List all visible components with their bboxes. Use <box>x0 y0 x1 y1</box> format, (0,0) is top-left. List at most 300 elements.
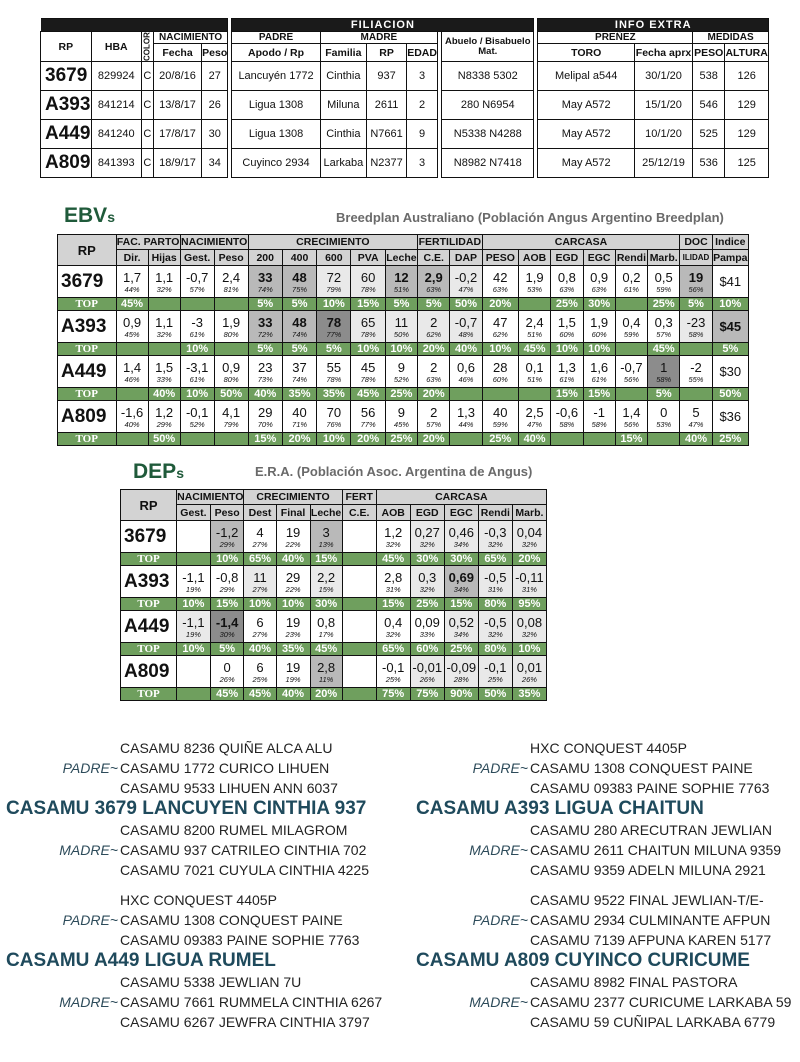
ebvs-accuracy: 63% <box>591 285 607 294</box>
deps-value-cell <box>342 611 376 643</box>
ebvs-accuracy: 58% <box>591 420 607 429</box>
deps-value: -0,09 <box>446 660 477 675</box>
deps-top-value: 20% <box>512 553 546 566</box>
deps-top-value <box>177 553 211 566</box>
ebvs-top-value <box>180 298 214 311</box>
col-edad: EDAD <box>407 44 438 62</box>
ebvs-value-cell <box>116 356 148 388</box>
ebvs-accuracy: 70% <box>257 420 273 429</box>
ebvs-accuracy: 63% <box>492 285 508 294</box>
ebvs-top-value: 40% <box>450 343 482 356</box>
ebvs-top-value <box>180 433 214 446</box>
ebvs-value: 45 <box>360 360 376 375</box>
padre-label: PADRE~ <box>472 760 528 776</box>
ebvs-value-cell <box>680 356 712 388</box>
ebvs-accuracy: 59% <box>492 420 508 429</box>
madre-line <box>416 992 791 1012</box>
sub-header-padre: PADRE <box>232 32 320 44</box>
ebvs-value: 11 <box>394 315 409 330</box>
madre: CASAMU 7661 RUMMELA CINTHIA 6267 <box>120 994 383 1010</box>
ebvs-accuracy: 47% <box>527 420 543 429</box>
deps-value: 19 <box>285 615 301 630</box>
madre-label: MADRE~ <box>469 842 528 858</box>
deps-value-cell <box>376 656 410 688</box>
ebvs-value: 2 <box>430 405 438 420</box>
ebvs-value-cell <box>551 311 583 343</box>
deps-top-value: 30% <box>410 553 444 566</box>
deps-accuracy: 31% <box>521 585 537 594</box>
ebvs-top-value: 10% <box>180 388 214 401</box>
deps-value-cell <box>244 566 276 598</box>
ebvs-value: 0 <box>660 405 668 420</box>
sire-sire: HXC CONQUEST 4405P <box>530 740 687 756</box>
ebv-group-indice: Indice <box>712 235 748 250</box>
deps-top-value: 45% <box>376 553 410 566</box>
deps-value: -0,3 <box>484 525 507 540</box>
ebvs-value-cell <box>418 401 450 433</box>
ebvs-col-header: Dir. <box>116 250 148 266</box>
deps-accuracy: 32% <box>487 540 503 549</box>
deps-top-value: 80% <box>478 598 512 611</box>
deps-accuracy: 32% <box>487 630 503 639</box>
madre-label: MADRE~ <box>59 994 118 1010</box>
ebvs-accuracy: 61% <box>189 375 205 384</box>
ebvs-accuracy: 57% <box>656 330 672 339</box>
deps-value-cell <box>310 656 342 688</box>
deps-accuracy: 32% <box>385 630 401 639</box>
ebvs-top-value: 45% <box>351 388 385 401</box>
filiacion-cell: 546 <box>693 91 725 120</box>
deps-top-value: 75% <box>410 688 444 701</box>
animal-name: CASAMU 3679 LANCUYEN CINTHIA 937 <box>6 798 367 819</box>
deps-top-value: 40% <box>276 553 310 566</box>
ebvs-top-value: 5% <box>385 298 417 311</box>
ebvs-value: -0,7 <box>454 315 478 330</box>
deps-value-cell <box>244 521 276 553</box>
deps-top-value: 10% <box>512 643 546 656</box>
deps-value-cell <box>512 566 546 598</box>
top-label: TOP <box>58 343 117 356</box>
ebvs-value: 70 <box>326 405 342 420</box>
col-peso-medida: PESO <box>693 44 725 62</box>
ebvs-accuracy: 60% <box>591 330 607 339</box>
ebvs-top-value: 5% <box>248 343 282 356</box>
deps-accuracy: 22% <box>285 540 301 549</box>
sire-dam: CASAMU 09383 PAINE SOPHIE 7763 <box>120 932 360 948</box>
ebvs-value: 0,8 <box>557 270 576 285</box>
deps-col-header: AOB <box>376 505 410 521</box>
ebvs-value-cell <box>551 401 583 433</box>
deps-value: -0,1 <box>381 660 405 675</box>
ebvs-col-header: Leche <box>386 251 417 264</box>
ebvs-value: 48 <box>292 315 307 330</box>
ebvs-value-cell <box>418 356 450 388</box>
ebvs-accuracy: 47% <box>458 285 474 294</box>
ebvs-top-value: 50% <box>148 433 180 446</box>
deps-accuracy: 34% <box>453 630 469 639</box>
ebvs-accuracy: 47% <box>688 420 704 429</box>
ebvs-accuracy: 74% <box>292 375 308 384</box>
ebvs-value-cell <box>648 311 680 343</box>
ebvs-value: 0,5 <box>654 270 673 285</box>
madre-label: MADRE~ <box>59 842 118 858</box>
filiacion-cell: Larkaba <box>320 149 366 178</box>
filiacion-cell: C <box>141 91 153 120</box>
deps-value-cell <box>410 656 444 688</box>
ebvs-value-cell <box>148 401 180 433</box>
deps-top-value: 15% <box>376 598 410 611</box>
deps-accuracy: 28% <box>453 675 469 684</box>
ebvs-value: 0,9 <box>123 315 142 330</box>
deps-accuracy: 34% <box>453 585 469 594</box>
deps-value: 0,52 <box>448 615 474 630</box>
filiacion-cell: 536 <box>693 149 725 178</box>
col-rp: RP <box>41 32 92 62</box>
deps-subtitle: E.R.A. (Población Asoc. Argentina de Angus) <box>255 464 533 479</box>
dam-sire: CASAMU 8982 FINAL PASTORA <box>530 974 738 990</box>
deps-accuracy: 19% <box>185 630 201 639</box>
madre: CASAMU 2611 CHAITUN MILUNA 9359 <box>530 842 782 858</box>
filiacion-cell: N8338 5302 <box>442 62 534 91</box>
ebvs-top-value: 10% <box>317 298 351 311</box>
ebvs-value-cell <box>317 311 351 343</box>
deps-value-cell <box>444 566 478 598</box>
deps-value: 4 <box>256 525 264 540</box>
padre: CASAMU 2934 CULMINANTE AFPUN <box>530 912 771 928</box>
deps-col-header: Dest <box>244 505 276 521</box>
ebvs-accuracy: 79% <box>326 285 342 294</box>
col-color: COLOR <box>142 32 152 61</box>
ebvs-top-value: 5% <box>282 298 316 311</box>
ebvs-value-cell <box>282 311 316 343</box>
ebvs-top-value: 5% <box>248 298 282 311</box>
filiacion-cell: May A572 <box>538 120 634 149</box>
deps-value-cell <box>342 566 376 598</box>
filiacion-cell: 525 <box>693 120 725 149</box>
padre-line <box>6 758 369 778</box>
ebvs-rp: 3679 <box>58 266 117 298</box>
ebvs-col-header: ILIDAD <box>680 250 712 266</box>
deps-row <box>121 656 547 688</box>
filiacion-cell: Ligua 1308 <box>232 120 320 149</box>
ebvs-top-value <box>518 298 550 311</box>
filiacion-row <box>41 149 769 178</box>
deps-top-value: 80% <box>478 643 512 656</box>
deps-value: -0,11 <box>515 570 544 585</box>
top-label: TOP <box>121 643 177 656</box>
deps-value-cell <box>177 611 211 643</box>
ebvs-value: 47 <box>493 315 508 330</box>
ebvs-accuracy: 78% <box>360 285 376 294</box>
ebvs-value-cell <box>317 266 351 298</box>
ebvs-value: -0,6 <box>555 405 579 420</box>
deps-value: -0,5 <box>484 570 507 585</box>
dam-dam: CASAMU 59 CUÑIPAL LARKABA 6779 <box>530 1014 776 1030</box>
deps-value: 0,09 <box>414 615 440 630</box>
ebvs-value-cell <box>482 266 518 298</box>
deps-top-row <box>121 598 547 611</box>
ebvs-top-value: 40% <box>680 433 712 446</box>
deps-accuracy: 19% <box>185 585 201 594</box>
ebvs-accuracy: 55% <box>688 375 704 384</box>
ebvs-col-header: EGD <box>551 250 583 266</box>
deps-value: 0 <box>223 660 231 675</box>
ebvs-top-value: 15% <box>615 433 647 446</box>
animal-name: CASAMU A809 CUYINCO CURICUME <box>416 950 750 971</box>
ebvs-value-cell <box>518 401 550 433</box>
ebvs-accuracy: 81% <box>223 285 239 294</box>
padre-line <box>416 758 781 778</box>
ebvs-value-cell <box>648 356 680 388</box>
ebvs-accuracy: 59% <box>656 285 672 294</box>
deps-accuracy: 11% <box>318 675 334 684</box>
ebvs-value-cell <box>615 311 647 343</box>
filiacion-cell: A393 <box>41 91 92 120</box>
top-label: TOP <box>121 598 177 611</box>
deps-accuracy: 26% <box>219 675 235 684</box>
col-fecha: Fecha <box>153 44 201 62</box>
ebvs-value: 1,1 <box>155 270 174 285</box>
padre: CASAMU 1308 CONQUEST PAINE <box>120 912 343 928</box>
deps-col-header: Marb. <box>512 505 546 521</box>
ebvs-top-value: 30% <box>583 298 615 311</box>
deps-value-cell <box>244 611 276 643</box>
ebvs-rp: A393 <box>58 311 117 343</box>
ebvs-col-header: PVA <box>351 250 385 266</box>
deps-value: 0,4 <box>384 615 403 630</box>
ebvs-top-value: 5% <box>712 343 748 356</box>
filiacion-cell: 17/8/17 <box>153 120 201 149</box>
ebvs-value: 48 <box>292 270 307 285</box>
deps-value-cell <box>276 521 310 553</box>
sire-sire: CASAMU 8236 QUIÑE ALCA ALU <box>120 740 333 756</box>
ebvs-value-cell <box>450 401 482 433</box>
filiacion-cell: Lancuyén 1772 <box>232 62 320 91</box>
deps-value-cell <box>276 656 310 688</box>
col-fecha-aprx: Fecha aprx <box>634 44 692 62</box>
ebvs-value-cell <box>385 311 417 343</box>
deps-col-header: Peso <box>210 505 244 521</box>
ebvs-accuracy: 57% <box>426 420 442 429</box>
deps-value-cell <box>444 656 478 688</box>
ebvs-value-cell <box>148 266 180 298</box>
madre-label: MADRE~ <box>469 994 528 1010</box>
ebvs-value-cell <box>248 401 282 433</box>
ebvs-top-value <box>551 433 583 446</box>
ebvs-rp: A449 <box>58 356 117 388</box>
group-header-filiacion: FILIACION <box>232 19 534 32</box>
ebvs-top-value: 25% <box>385 433 417 446</box>
ebvs-value-cell <box>518 266 550 298</box>
deps-value: 0,8 <box>317 615 336 630</box>
ebvs-value-cell <box>214 401 248 433</box>
ebvs-accuracy: 46% <box>458 375 474 384</box>
deps-value-cell <box>512 656 546 688</box>
sire-sire: CASAMU 9522 FINAL JEWLIAN-T/E- <box>530 892 764 908</box>
ebvs-value: 1,2 <box>155 405 174 420</box>
deps-accuracy: 32% <box>521 540 537 549</box>
deps-accuracy: 32% <box>419 540 435 549</box>
deps-value: 3 <box>322 525 330 540</box>
ebvs-top-row <box>58 298 749 311</box>
ebvs-accuracy: 80% <box>223 375 239 384</box>
top-label: TOP <box>121 553 177 566</box>
ebvs-table <box>57 234 749 446</box>
deps-top-value <box>342 688 376 701</box>
ebvs-top-value <box>615 343 647 356</box>
ebvs-top-value: 50% <box>214 388 248 401</box>
deps-table <box>120 489 547 701</box>
ebvs-value: 1,3 <box>557 360 576 375</box>
ebvs-top-value: 20% <box>418 343 450 356</box>
sire-dam: CASAMU 09383 PAINE SOPHIE 7763 <box>530 780 770 796</box>
deps-row <box>121 611 547 643</box>
ebvs-value: 78 <box>326 315 342 330</box>
deps-accuracy: 29% <box>219 540 235 549</box>
ebvs-top-value: 35% <box>282 388 316 401</box>
ebvs-top-value: 5% <box>648 388 680 401</box>
deps-value-cell <box>478 521 512 553</box>
madre: CASAMU 937 CATRILEO CINTHIA 702 <box>120 842 367 858</box>
deps-top-value <box>342 598 376 611</box>
ebvs-accuracy: 44% <box>124 285 140 294</box>
deps-top-value: 35% <box>512 688 546 701</box>
filiacion-cell: 27 <box>202 62 228 91</box>
deps-value: 19 <box>285 660 301 675</box>
deps-top-value: 65% <box>244 553 276 566</box>
indice-pampa: $45 <box>712 311 748 343</box>
ebvs-col-header: 400 <box>282 250 316 266</box>
filiacion-cell: 125 <box>725 149 769 178</box>
ebvs-value: 1,1 <box>155 315 174 330</box>
deps-value-cell <box>410 566 444 598</box>
ebvs-accuracy: 56% <box>623 420 639 429</box>
deps-value: 6 <box>256 615 264 630</box>
ebvs-value: 19 <box>688 270 704 285</box>
filiacion-cell: 280 N6954 <box>442 91 534 120</box>
filiacion-cell: A809 <box>41 149 92 178</box>
deps-top-value: 45% <box>210 688 244 701</box>
ebvs-row <box>58 266 749 298</box>
ebvs-col-header: Rendi <box>616 251 646 264</box>
ebvs-top-value <box>615 388 647 401</box>
ebvs-col-header: AOB <box>518 250 550 266</box>
ebvs-value-cell <box>180 266 214 298</box>
pedigree-block <box>6 890 382 1032</box>
col-abuelo: Abuelo / Bisabuelo Mat. <box>442 32 534 62</box>
deps-col-header: Leche <box>310 506 342 519</box>
ebvs-value-cell <box>551 356 583 388</box>
filiacion-table <box>40 18 769 178</box>
ebvs-top-value <box>680 343 712 356</box>
ebv-group-fertilidad: FERTILIDAD <box>418 236 482 248</box>
deps-top-value: 15% <box>310 553 342 566</box>
deps-accuracy: 27% <box>252 540 268 549</box>
ebvs-top-value <box>450 433 482 446</box>
ebvs-value-cell <box>317 401 351 433</box>
ebvs-value: 1,3 <box>456 405 476 420</box>
padre-line <box>416 910 791 930</box>
deps-accuracy: 27% <box>252 630 268 639</box>
col-familia: Familia <box>320 44 366 62</box>
ebvs-value-cell <box>351 311 385 343</box>
dam-sire: CASAMU 280 ARECUTRAN JEWLIAN <box>530 822 772 838</box>
ebvs-value-cell <box>116 311 148 343</box>
deps-accuracy: 33% <box>419 630 435 639</box>
ebvs-value-cell <box>248 311 282 343</box>
ebvs-value-cell <box>214 311 248 343</box>
ebvs-value: -3 <box>191 315 203 330</box>
ebvs-accuracy: 57% <box>189 285 205 294</box>
animal-name: CASAMU A393 LIGUA CHAITUN <box>416 798 704 819</box>
deps-rp: A449 <box>121 611 177 643</box>
deps-accuracy: 30% <box>219 630 235 639</box>
deps-top-row <box>121 643 547 656</box>
ebvs-value: 0,3 <box>654 315 673 330</box>
filiacion-cell: 937 <box>366 62 406 91</box>
top-label: TOP <box>58 433 117 446</box>
deps-value-cell <box>478 611 512 643</box>
ebvs-accuracy: 80% <box>223 330 239 339</box>
ebvs-top-value <box>116 433 148 446</box>
filiacion-cell: N2377 <box>366 149 406 178</box>
deps-rp: 3679 <box>121 521 177 553</box>
filiacion-cell: C <box>141 149 153 178</box>
deps-accuracy: 32% <box>521 630 537 639</box>
deps-col-header: Final <box>276 505 310 521</box>
ebvs-accuracy: 58% <box>688 330 704 339</box>
deps-title: DEPs <box>133 460 184 483</box>
ebvs-col-header: 600 <box>317 250 351 266</box>
pedigree-block <box>6 738 369 880</box>
ebvs-top-value: 40% <box>248 388 282 401</box>
ebvs-accuracy: 63% <box>426 285 442 294</box>
ebvs-value: 9 <box>397 405 406 420</box>
ebvs-value-cell <box>385 401 417 433</box>
deps-top-value: 35% <box>276 643 310 656</box>
dep-col-rp: RP <box>121 490 177 521</box>
ebvs-subtitle: Breedplan Australiano (Población Angus Argentino Breedplan) <box>336 210 724 225</box>
deps-value: -0,8 <box>215 570 239 585</box>
ebvs-col-header: DAP <box>450 250 482 266</box>
ebvs-value-cell <box>148 311 180 343</box>
ebvs-value: 0,4 <box>622 315 641 330</box>
ebvs-value: 2 <box>430 360 438 375</box>
col-peso: Peso <box>202 44 228 62</box>
filiacion-cell: 20/8/16 <box>153 62 201 91</box>
ebvs-value: 65 <box>360 315 376 330</box>
ebvs-value-cell <box>248 266 282 298</box>
col-apodo: Apodo / Rp <box>232 44 320 62</box>
filiacion-cell: 3 <box>407 149 438 178</box>
deps-value: -0,01 <box>412 660 443 675</box>
padre: CASAMU 1308 CONQUEST PAINE <box>530 760 753 776</box>
ebv-group-crecimiento: CRECIMIENTO <box>248 235 417 250</box>
ebvs-value: 2 <box>430 315 438 330</box>
deps-value: 19 <box>285 525 301 540</box>
ebvs-top-value: 10% <box>351 343 385 356</box>
deps-value-cell <box>177 521 211 553</box>
deps-value: 0,69 <box>448 570 474 585</box>
ebvs-value-cell <box>116 266 148 298</box>
ebvs-value-cell <box>180 356 214 388</box>
sub-header-prenez: PREÑEZ <box>538 32 693 44</box>
ebvs-top-value: 15% <box>351 298 385 311</box>
sub-header-madre: MADRE <box>320 32 437 44</box>
col-toro: TORO <box>538 44 634 62</box>
ebvs-value: 1,9 <box>525 270 544 285</box>
deps-value-cell <box>276 566 310 598</box>
